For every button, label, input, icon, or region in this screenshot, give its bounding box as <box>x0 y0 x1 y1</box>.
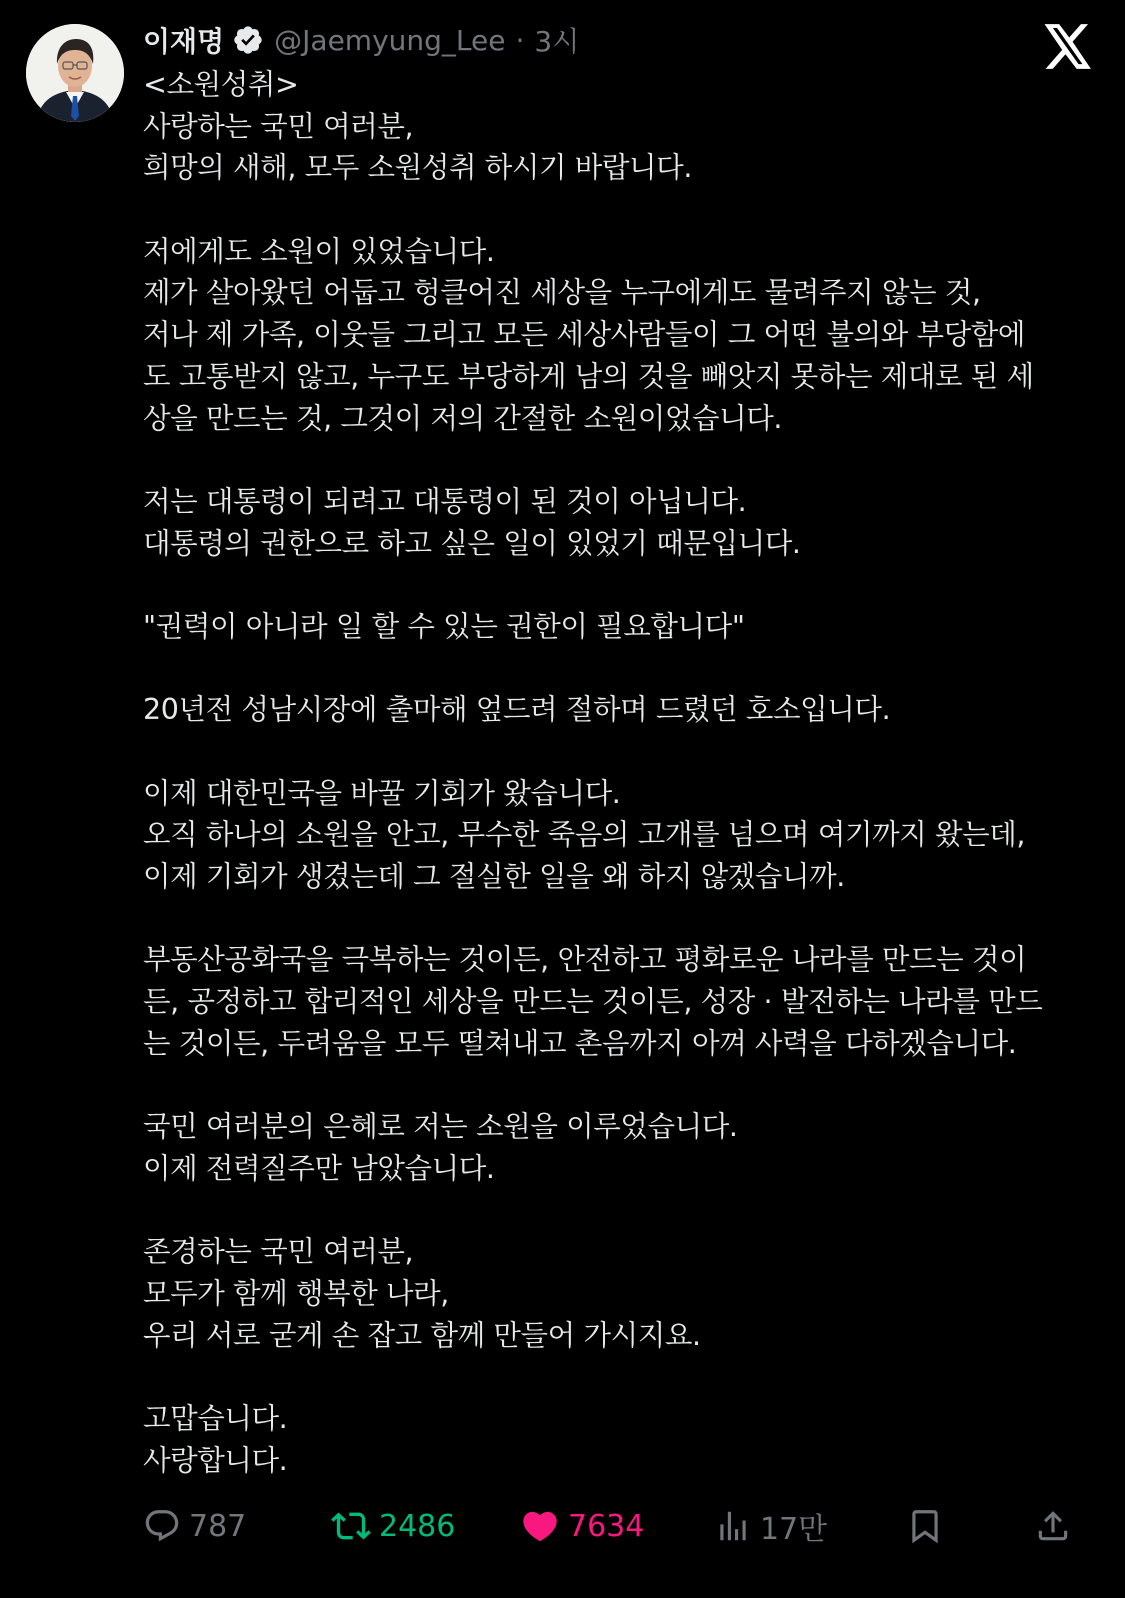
reply-count: 787 <box>189 1508 247 1544</box>
reply-icon <box>143 1507 181 1545</box>
retweet-icon <box>331 1506 371 1546</box>
blank-line <box>143 898 1093 940</box>
reply-button[interactable] <box>143 1503 246 1549</box>
blank-line <box>143 1065 1093 1107</box>
tweet-text-line: 는 것이든, 두려움을 모두 떨쳐내고 촌음까지 아껴 사력을 다하겠습니다. <box>143 1026 1017 1060</box>
author-handle[interactable]: @Jaemyung_Lee <box>274 23 506 57</box>
like-count: 7634 <box>568 1508 645 1544</box>
tweet-text-line: 20년전 성남시장에 출마해 엎드려 절하며 드렸던 호소입니다. <box>143 693 891 727</box>
tweet-text-line: 이제 기회가 생겼는데 그 절실한 일을 왜 하지 않겠습니까. <box>143 860 845 894</box>
blank-line <box>143 189 1093 231</box>
tweet-text <box>143 64 1093 1481</box>
avatar-photo <box>26 24 124 122</box>
tweet-text-line: 국민 여러분의 은혜로 저는 소원을 이루었습니다. <box>143 1110 738 1144</box>
avatar[interactable] <box>26 24 124 122</box>
blank-line <box>143 731 1093 773</box>
tweet-text-line: 오직 하나의 소원을 안고, 무수한 죽음의 고개를 넘으며 여기까지 왔는데, <box>143 818 1026 852</box>
tweet-text-line: 우리 서로 굳게 손 잡고 함께 만들어 가시지요. <box>143 1318 701 1352</box>
share-button[interactable] <box>1034 1503 1080 1549</box>
tweet-header <box>143 20 579 60</box>
tweet-text-line: 저에게도 소원이 있었습니다. <box>143 234 495 268</box>
tweet-text-line: 저는 대통령이 되려고 대통령이 된 것이 아닙니다. <box>143 484 747 518</box>
retweet-button[interactable] <box>331 1503 455 1549</box>
share-icon <box>1034 1507 1072 1545</box>
blank-line <box>143 648 1093 690</box>
tweet-text-line: 이제 전력질주만 남았습니다. <box>143 1151 495 1185</box>
tweet-text-line: 존경하는 국민 여러분, <box>143 1235 414 1269</box>
blank-line <box>143 1356 1093 1398</box>
tweet-text-line: 모두가 함께 행복한 나라, <box>143 1276 449 1310</box>
tweet-text-line: 저나 제 가족, 이웃들 그리고 모든 세상사람들이 그 어떤 불의와 부당함에 <box>143 318 1026 352</box>
heart-icon <box>520 1506 560 1546</box>
tweet-timestamp[interactable]: 3시 <box>534 25 580 58</box>
blank-line <box>143 564 1093 606</box>
views-count: 17만 <box>760 1512 828 1547</box>
tweet-text-line: 제가 살아왔던 어둡고 헝클어진 세상을 누구에게도 물려주지 않는 것, <box>143 276 981 310</box>
bookmark-button[interactable] <box>906 1503 952 1549</box>
blank-line <box>143 439 1093 481</box>
views-icon <box>714 1507 752 1545</box>
tweet-text-line: 든, 공정하고 합리적인 세상을 만드는 것이든, 성장 · 발전하는 나라를 만드 <box>143 985 1043 1019</box>
tweet-text-line: 대통령의 권한으로 하고 싶은 일이 있었기 때문입니다. <box>143 526 801 560</box>
like-button[interactable] <box>520 1503 644 1549</box>
bookmark-icon <box>906 1507 944 1545</box>
tweet-text-line: 이제 대한민국을 바꿀 기회가 왔습니다. <box>143 776 621 810</box>
tweet-text-line: 고맙습니다. <box>143 1402 288 1435</box>
tweet-text-line: 상을 만드는 것, 그것이 저의 간절한 소원이었습니다. <box>143 401 783 435</box>
tweet-text-line: 사랑합니다. <box>143 1443 288 1477</box>
action-bar <box>0 1503 1125 1549</box>
tweet-text-line: <소원성취> <box>143 68 299 101</box>
tweet-text-line: 부동산공화국을 극복하는 것이든, 안전하고 평화로운 나라를 만드는 것이 <box>143 943 1027 977</box>
verified-badge-icon <box>232 24 264 56</box>
tweet-text-line: 도 고통받지 않고, 누구도 부당하게 남의 것을 빼앗지 못하는 제대로 된 세 <box>143 359 1034 393</box>
tweet-text-line: 사랑하는 국민 여러분, <box>143 109 414 143</box>
tweet-text-line: "권력이 아니라 일 할 수 있는 권한이 필요합니다" <box>143 609 745 643</box>
tweet-text-line: 희망의 새해, 모두 소원성취 하시기 바랍니다. <box>143 151 692 185</box>
header-separator: · <box>515 23 525 57</box>
retweet-count: 2486 <box>379 1508 456 1544</box>
author-display-name[interactable]: 이재명 <box>143 25 225 58</box>
blank-line <box>143 1190 1093 1232</box>
views-button[interactable] <box>714 1503 827 1549</box>
